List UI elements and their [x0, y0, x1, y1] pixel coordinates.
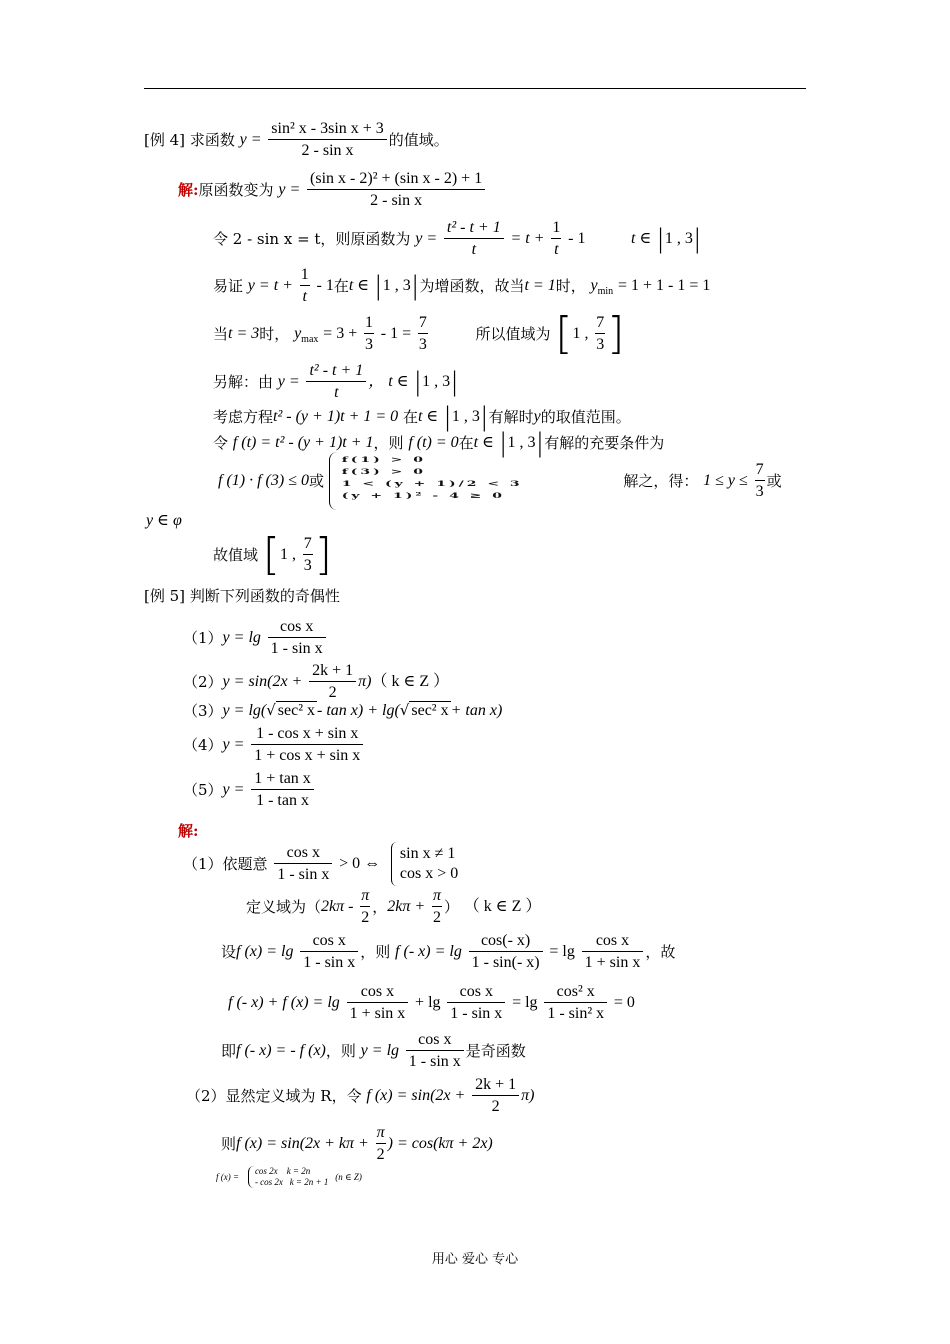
fraction: $\frac{\text{t² - t + 1}}{t}$: [306, 362, 366, 402]
case-system: cos 2x k = 2n - cos 2x k = 2n + 1: [248, 1166, 332, 1188]
fraction: $\frac{\pi}{2}$: [432, 887, 441, 926]
ex5-solution-label: 解:: [178, 822, 199, 840]
fraction: $\frac{\text{sin² x - 3sin x + 3}}{\text{2 - sin x}}$: [268, 120, 387, 160]
ex4-system: f (1) · f (3) ≤ 0或 f(1) > 0 f(3) > 0 1 < (y + 1)/2 < 3 (y + 1)² - 4 ≥ 0 解之，得： 1 ≤ y ≤ $\frac{7}{3}$ 或: [218, 452, 782, 510]
ex5-title: [例 5] 判断下列函数的奇偶性: [144, 587, 340, 605]
fraction: $\frac{\text{cos x}}{\text{1 + sin x}}$: [347, 983, 409, 1023]
ex5-s2-piecewise: f (x) = cos 2x k = 2n - cos 2x k = 2n + 1 (n ∈ Z): [216, 1166, 362, 1187]
fraction: $\frac{\text{1 + tan x}}{\text{1 - tan x}}$: [251, 770, 314, 810]
ex4-solution-line1: 解:原函数变为 y = $\frac{\text{(sin x - 2)² + (sin x - 2) + 1}}{\text{2 - sin x}}$: [178, 170, 487, 210]
ex5-s2-simplify: 则f (x) = sin(2x + kπ + $\frac{\pi}{2}$ ) = cos(kπ + 2x): [221, 1124, 493, 1163]
fraction: $\frac{\text{t² - t + 1}}{t}$: [444, 219, 504, 259]
blurred-equation-system: f(1) > 0 f(3) > 0 1 < (y + 1)/2 < 3 (y + 1)² - 4 ≥ 0: [329, 452, 610, 510]
fraction: $\frac{7}{3}$: [596, 314, 605, 353]
fraction: $\frac{\text{(sin x - 2)² + (sin x - 2) + 1}}{\text{2 - sin x}}$: [307, 170, 485, 210]
ex4-alt-solution: 另解：由 y = $\frac{\text{t² - t + 1}}{t}$ ， t ∈ |1 , 3|: [213, 362, 459, 401]
fraction: $\frac{\text{cos x}}{\text{1 - sin x}}$: [268, 618, 326, 658]
case-system: sin x ≠ 1 cos x > 0: [391, 842, 464, 886]
ex4-max: 当t = 3时， $y_{max} = 3$ + $\frac{1}{3}$ - 1 = $\frac{7}{3}$ 所以值域为 [1 , $\frac{7}{3}$ ]: [213, 308, 625, 359]
fraction: $\frac{\pi}{2}$: [376, 1124, 385, 1163]
fraction: $\frac{7}{3}$: [303, 535, 312, 574]
ex4-monotonic: 易证 y = t + $\frac{1}{t}$ - 1在t ∈ |1 , 3|为增函数，故当t = 1时， $y_{min} = 1 + 1 - 1 = 1$: [213, 266, 711, 305]
fraction: $\frac{2k + 1}{2}$: [472, 1076, 519, 1116]
fraction: $\frac{\text{cos² x}}{\text{1 - sin² x}}$: [544, 983, 607, 1023]
fraction: $\frac{\text{cos x}}{\text{1 - sin x}}$: [274, 844, 332, 884]
fraction: $\frac{1}{t}$: [300, 266, 309, 305]
fraction: $\frac{\text{cos x}}{\text{1 - sin x}}$: [300, 932, 358, 972]
fraction: $\frac{\text{1 - cos x + sin x}}{\text{1 + cos x + sin x}}$: [251, 725, 363, 765]
ex4-condition: 令 f (t) = t² - (y + 1)t + 1，则 f (t) = 0在t ∈ |1 , 3|有解的充要条件为: [213, 428, 665, 458]
ex4-empty-set: y ∈ φ: [146, 512, 182, 529]
ex5-item-3: （3）y = lg(√ sec² x - tan x) + lg(√ sec² x + tan x): [183, 701, 503, 720]
ex4-substitution: 令 2 - sin x = t，则原函数为 y = $\frac{\text{t² - t + 1}}{t}$ = t + $\frac{1}{t}$ - 1 t ∈ |1 , 3|: [213, 219, 702, 258]
fraction: $\frac{2k + 1}{2}$: [309, 662, 356, 702]
ex5-s1-conclusion: 即f (- x) = - f (x)，则 y = lg $\frac{\text{cos x}}{\text{1 - sin x}}$ 是奇函数: [221, 1031, 526, 1070]
ex5-item-5: （5）y = $\frac{\text{1 + tan x}}{\text{1 - tan x}}$: [183, 770, 316, 810]
fraction: $\frac{\text{cos x}}{\text{1 - sin x}}$: [406, 1031, 464, 1071]
header-rule: [144, 88, 806, 89]
fraction: $\frac{\text{cos x}}{\text{1 - sin x}}$: [447, 983, 505, 1023]
fraction: $\frac{\text{cos x}}{\text{1 + sin x}}$: [582, 932, 644, 972]
ex5-item-4: （4）y = $\frac{\text{1 - cos x + sin x}}{\text{1 + cos x + sin x}}$: [183, 725, 365, 765]
ex4-conclusion: 故值域 [1 , $\frac{7}{3}$ ]: [213, 529, 332, 580]
fraction: $\frac{7}{3}$: [755, 461, 764, 500]
fraction: $\frac{\pi}{2}$: [361, 887, 370, 926]
fraction: $\frac{\cos(- x)}{1 - \sin(- x)}$: [469, 932, 543, 972]
ex5-s1-define: 设f (x) = lg $\frac{\text{cos x}}{\text{1 - sin x}}$ ，则 f (- x) = lg $\frac{\cos(- x)}{1 - \sin(- x)}$ = lg $\frac{\text{cos x}}{\text{1 + sin x}}$ ，故: [221, 932, 676, 971]
fraction: $\frac{7}{3}$: [418, 314, 427, 353]
ex5-s1-domain: 定义域为（2kπ - $\frac{\pi}{2}$ ，2kπ + $\frac{\pi}{2}$ ） （ k ∈ Z ）: [246, 887, 542, 926]
page-footer: 用心 爱心 专心: [431, 1252, 519, 1267]
ex5-item-2: （2）y = sin(2x + $\frac{2k + 1}{2}$ π)（ k ∈ Z ）: [183, 662, 450, 701]
ex4-equation: 考虑方程t² - (y + 1)t + 1 = 0 在t ∈ |1 , 3|有解时y的取值范围。: [213, 402, 631, 432]
fraction: $\frac{1}{t}$: [552, 219, 561, 258]
ex5-s1-condition: （1）依题意 $\frac{\text{cos x}}{\text{1 - sin x}}$ > 0 ⇔ sin x ≠ 1 cos x > 0: [183, 842, 464, 886]
ex5-s1-sum: f (- x) + f (x) = lg $\frac{\text{cos x}}{\text{1 + sin x}}$ + lg $\frac{\text{cos x}}{\text{1 - sin x}}$ = lg $\frac{\text{cos² x}}{\text{1 - sin² x}}$ = 0: [228, 983, 635, 1022]
ex5-s2-domain: （2）显然定义域为 R，令 f (x) = sin(2x + $\frac{2k + 1}{2}$ π): [186, 1076, 535, 1115]
fraction: $\frac{1}{3}$: [365, 314, 373, 353]
ex4-question: [例 4] 求函数 y = $\frac{\text{sin² x - 3sin x + 3}}{\text{2 - sin x}}$ 的值域。: [144, 120, 449, 159]
ex5-item-1: （1）y = lg $\frac{\text{cos x}}{\text{1 - sin x}}$: [183, 618, 328, 658]
